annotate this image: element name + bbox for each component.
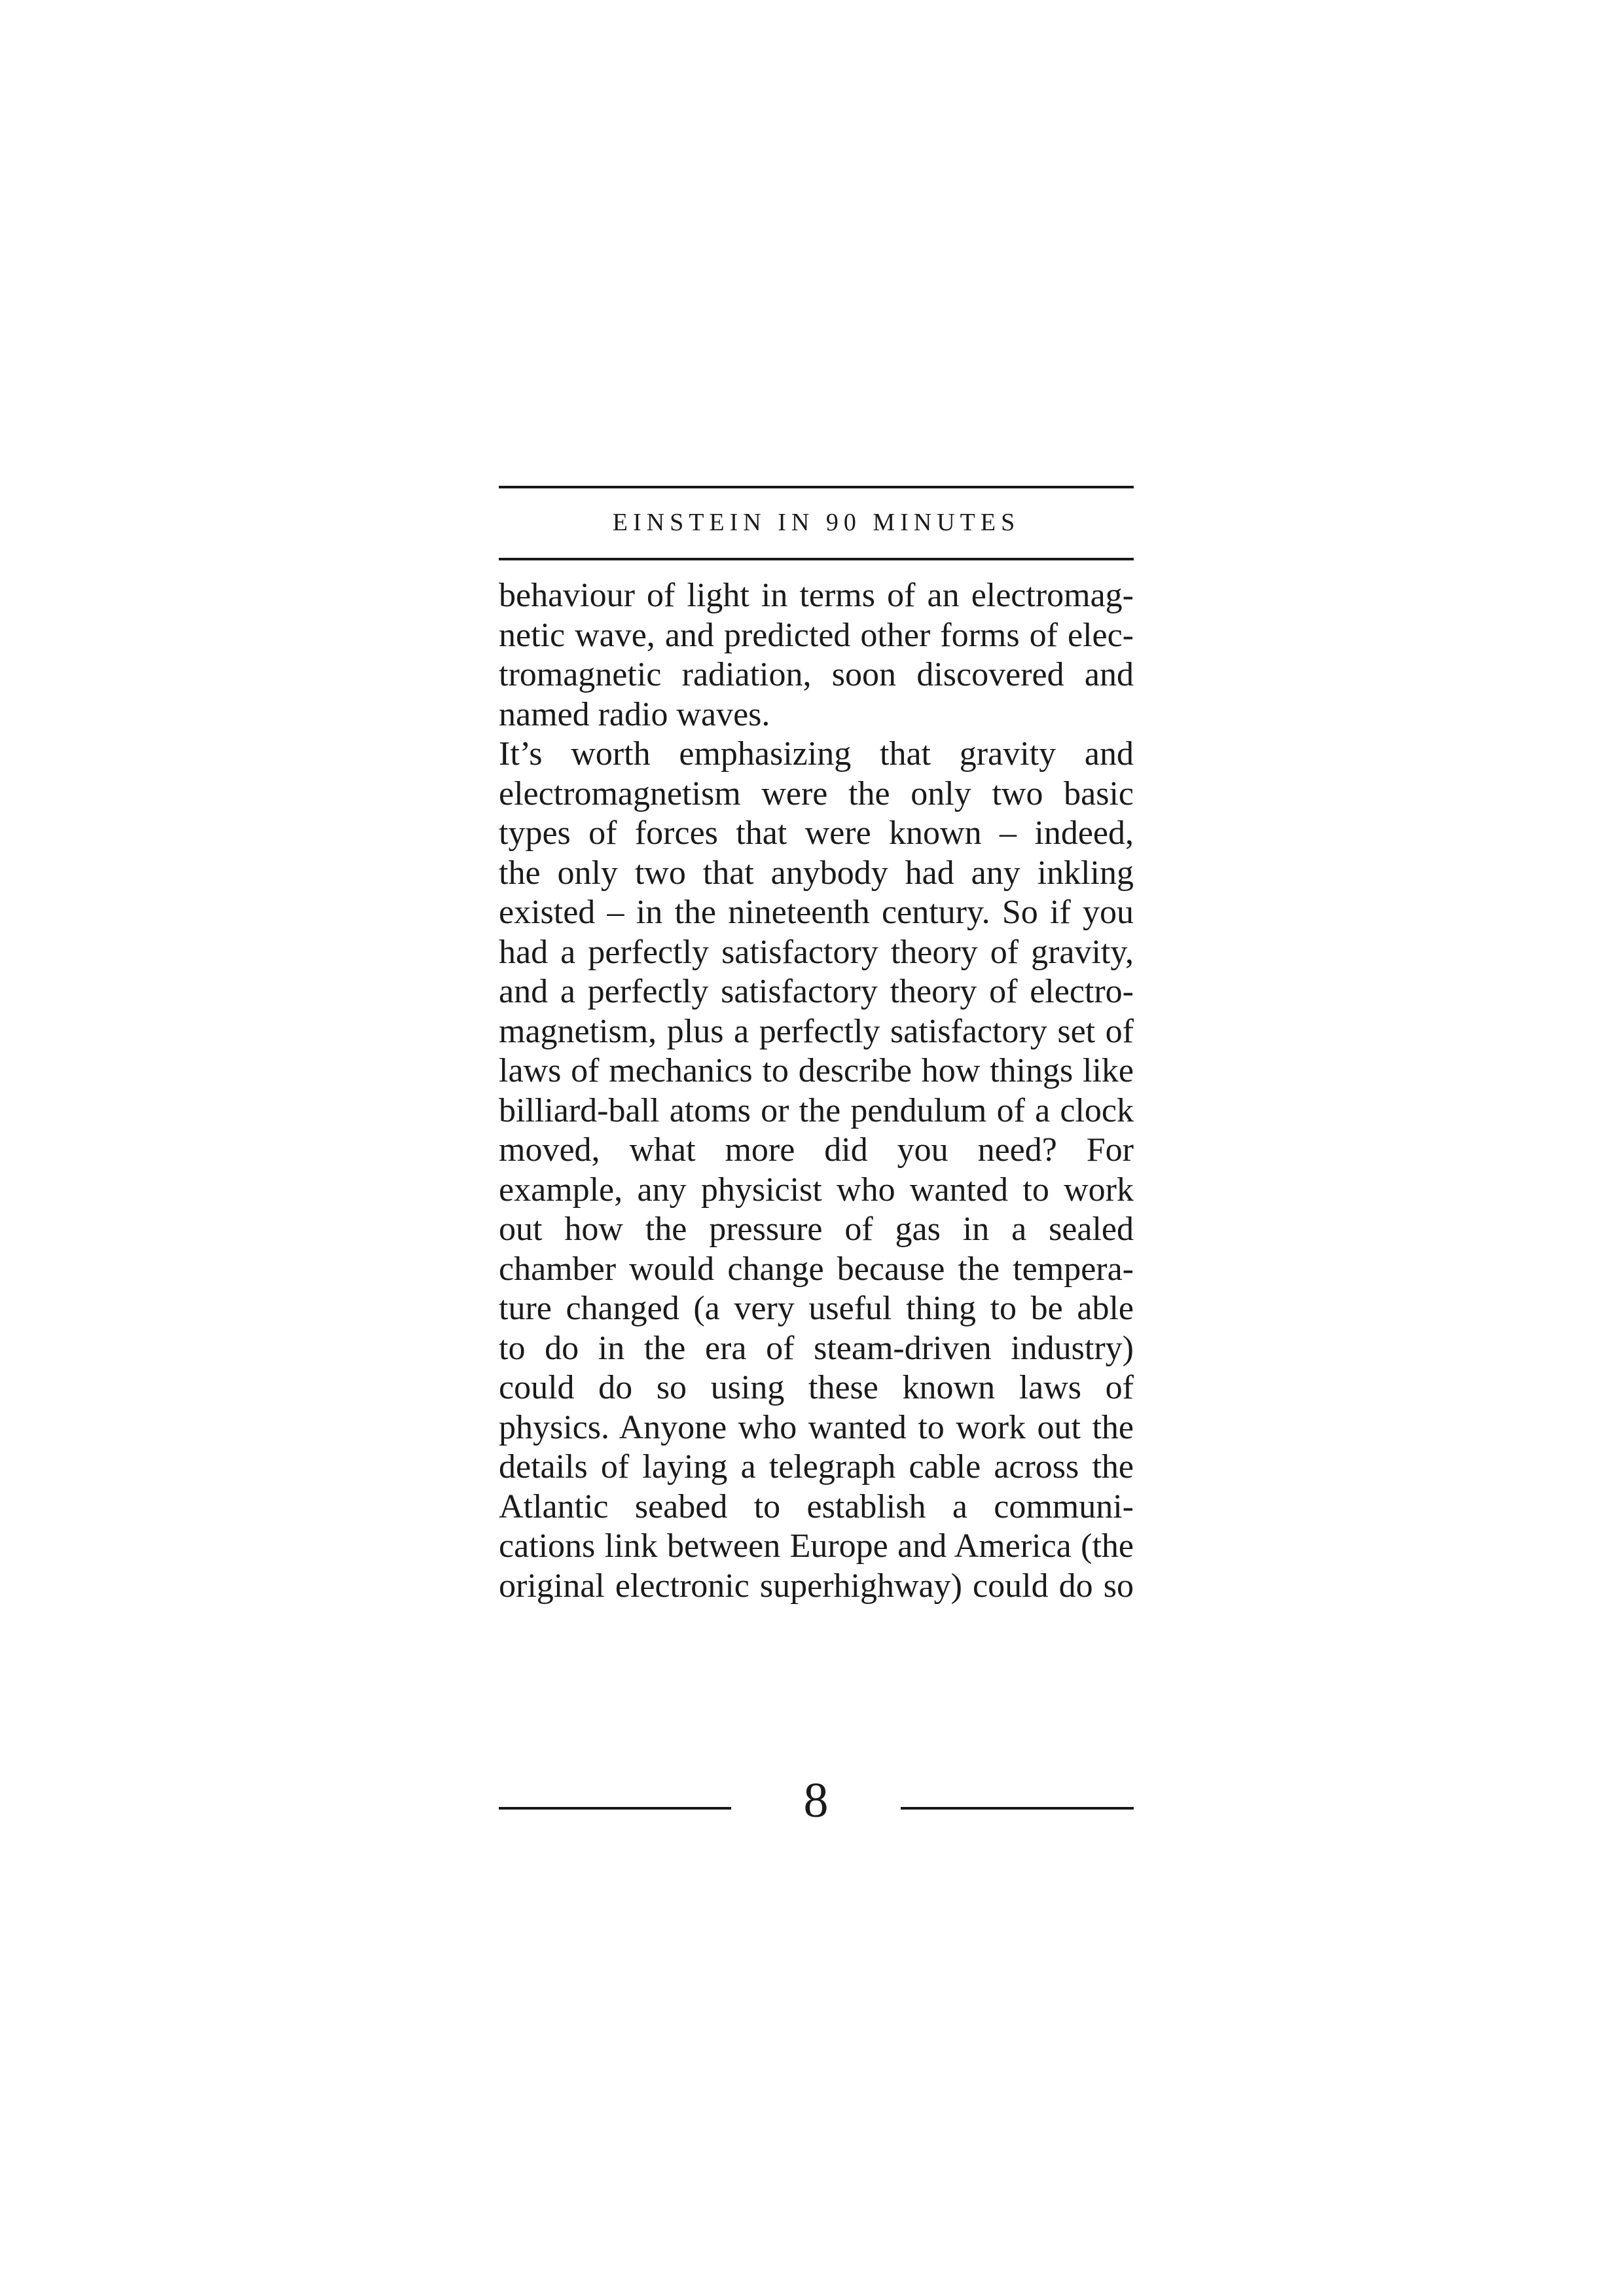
- text-line: original electronic superhighway) could do so: [499, 1567, 1134, 1605]
- text-line: tromagnetic radiation, soon discovered and: [499, 656, 1134, 693]
- text-line: moved, what more did you need? For: [499, 1131, 1134, 1169]
- folio-rule-right: [901, 1807, 1134, 1810]
- text-line: to do in the era of steam-driven industry): [499, 1329, 1134, 1367]
- text-line: laws of mechanics to describe how things like: [499, 1052, 1134, 1089]
- text-line: ture changed (a very useful thing to be able: [499, 1290, 1134, 1327]
- text-line: out how the pressure of gas in a sealed: [499, 1211, 1134, 1248]
- text-line: physics. Anyone who wanted to work out the: [499, 1408, 1134, 1446]
- folio-rule-left: [499, 1807, 731, 1810]
- page-number: 8: [803, 1773, 829, 1828]
- text-line: had a perfectly satisfactory theory of gravity,: [499, 933, 1134, 971]
- text-line: netic wave, and predicted other forms of elec-: [499, 616, 1134, 654]
- text-line: Atlantic seabed to establish a communi-: [499, 1487, 1134, 1525]
- text-line: billiard-ball atoms or the pendulum of a clock: [499, 1091, 1134, 1129]
- paragraph: [499, 576, 1134, 735]
- text-line: It’s worth emphasizing that gravity and: [499, 735, 1134, 773]
- text-line: details of laying a telegraph cable across the: [499, 1448, 1134, 1485]
- paragraph: [499, 735, 1134, 1606]
- header-rule-bottom: [499, 558, 1134, 560]
- text-line: behaviour of light in terms of an electromag-: [499, 577, 1134, 614]
- text-line: electromagnetism were the only two basic: [499, 774, 1134, 812]
- text-line: chamber would change because the tempera-: [499, 1250, 1134, 1288]
- text-line: example, any physicist who wanted to work: [499, 1171, 1134, 1209]
- text-line: types of forces that were known – indeed,: [499, 814, 1134, 852]
- text-line: could do so using these known laws of: [499, 1369, 1134, 1406]
- running-head: EINSTEIN IN 90 MINUTES: [612, 509, 1020, 536]
- text-line: cations link between Europe and America (the: [499, 1527, 1134, 1565]
- text-line: named radio waves.: [499, 695, 770, 733]
- body-text: [499, 576, 1134, 1606]
- text-line: and a perfectly satisfactory theory of electro-: [499, 973, 1134, 1010]
- header-rule-top: [499, 486, 1134, 488]
- text-line: existed – in the nineteenth century. So if you: [499, 894, 1134, 931]
- text-line: the only two that anybody had any inkling: [499, 854, 1134, 892]
- text-line: magnetism, plus a perfectly satisfactory set of: [499, 1012, 1134, 1050]
